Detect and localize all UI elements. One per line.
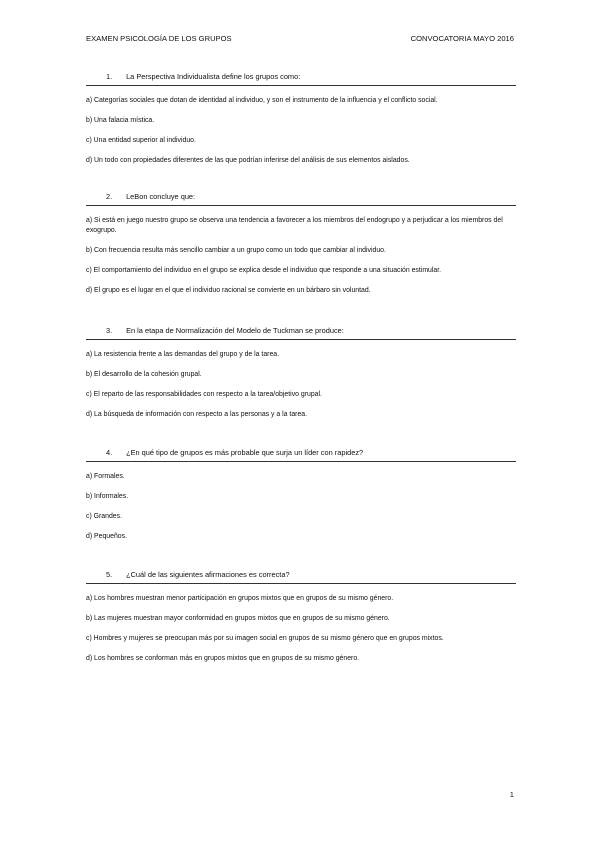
option-d: d) Pequeños. <box>86 533 127 540</box>
option-a: a) La resistencia frente a las demandas del grupo y de la tarea. <box>86 351 280 358</box>
question-title <box>86 570 516 584</box>
question-title <box>86 326 516 340</box>
question-text: En la etapa de Normalización del Modelo de Tuckman se produce: <box>126 326 344 335</box>
option-c: c) El comportamiento del individuo en el grupo se explica desde el individuo que responde a una situación estimular. <box>86 267 442 274</box>
question-title <box>86 192 516 206</box>
question-number: 1. <box>106 72 113 81</box>
question-text: ¿Cuál de las siguientes afirmaciones es correcta? <box>126 570 290 579</box>
question-number: 2. <box>106 192 113 201</box>
question-4 <box>86 448 516 542</box>
option-b: b) Las mujeres muestran mayor conformidad en grupos mixtos que en grupos de su mismo género. <box>86 615 390 622</box>
option-a: a) Los hombres muestran menor participación en grupos mixtos que en grupos de su mismo género. <box>86 595 394 602</box>
option-b: b) Con frecuencia resulta más sencillo cambiar a un grupo como un todo que cambiar al individuo. <box>86 247 386 254</box>
option-c: c) Grandes. <box>86 513 122 520</box>
question-2 <box>86 192 516 296</box>
question-number: 4. <box>106 448 113 457</box>
option-a: a) Si está en juego nuestro grupo se observa una tendencia a favorecer a los miembros del endogrupo y a perjudicar a los miembros del exogrupo. <box>86 217 503 234</box>
question-text: ¿En qué tipo de grupos es más probable que surja un líder con rapidez? <box>126 448 364 457</box>
question-1 <box>86 72 516 166</box>
question-title <box>86 72 516 86</box>
option-d: d) El grupo es el lugar en el que el individuo racional se convierte en un bárbaro sin voluntad. <box>86 287 371 294</box>
option-a: a) Categorías sociales que dotan de identidad al individuo, y son el instrumento de la influencia y el conflicto social. <box>86 97 438 104</box>
question-number: 3. <box>106 326 113 335</box>
page-number: 1 <box>509 790 514 799</box>
option-b: b) El desarrollo de la cohesión grupal. <box>86 371 202 378</box>
question-text: La Perspectiva Individualista define los grupos como: <box>126 72 301 81</box>
option-a: a) Formales. <box>86 473 125 480</box>
option-d: d) La búsqueda de información con respecto a las personas y a la tarea. <box>86 411 308 418</box>
option-d: d) Los hombres se conforman más en grupos mixtos que en grupos de su mismo género. <box>86 655 360 662</box>
question-5 <box>86 570 516 664</box>
option-c: c) Hombres y mujeres se preocupan más por su imagen social en grupos de su mismo género que en grupos mixtos. <box>86 635 444 642</box>
option-b: b) Informales. <box>86 493 129 500</box>
option-b: b) Una falacia mística. <box>86 117 155 124</box>
option-d: d) Un todo con propiedades diferentes de las que podrían inferirse del análisis de sus elementos aislados. <box>86 157 410 164</box>
question-3 <box>86 326 516 420</box>
page-header <box>86 34 514 48</box>
header-session: CONVOCATORIA MAYO 2016 <box>410 34 514 43</box>
question-number: 5. <box>106 570 113 579</box>
option-c: c) El reparto de las responsabilidades con respecto a la tarea/objetivo grupal. <box>86 391 322 398</box>
question-text: LeBon concluye que: <box>126 192 196 201</box>
option-c: c) Una entidad superior al individuo. <box>86 137 196 144</box>
question-title <box>86 448 516 462</box>
header-exam-title: EXAMEN PSICOLOGÍA DE LOS GRUPOS <box>86 34 232 43</box>
